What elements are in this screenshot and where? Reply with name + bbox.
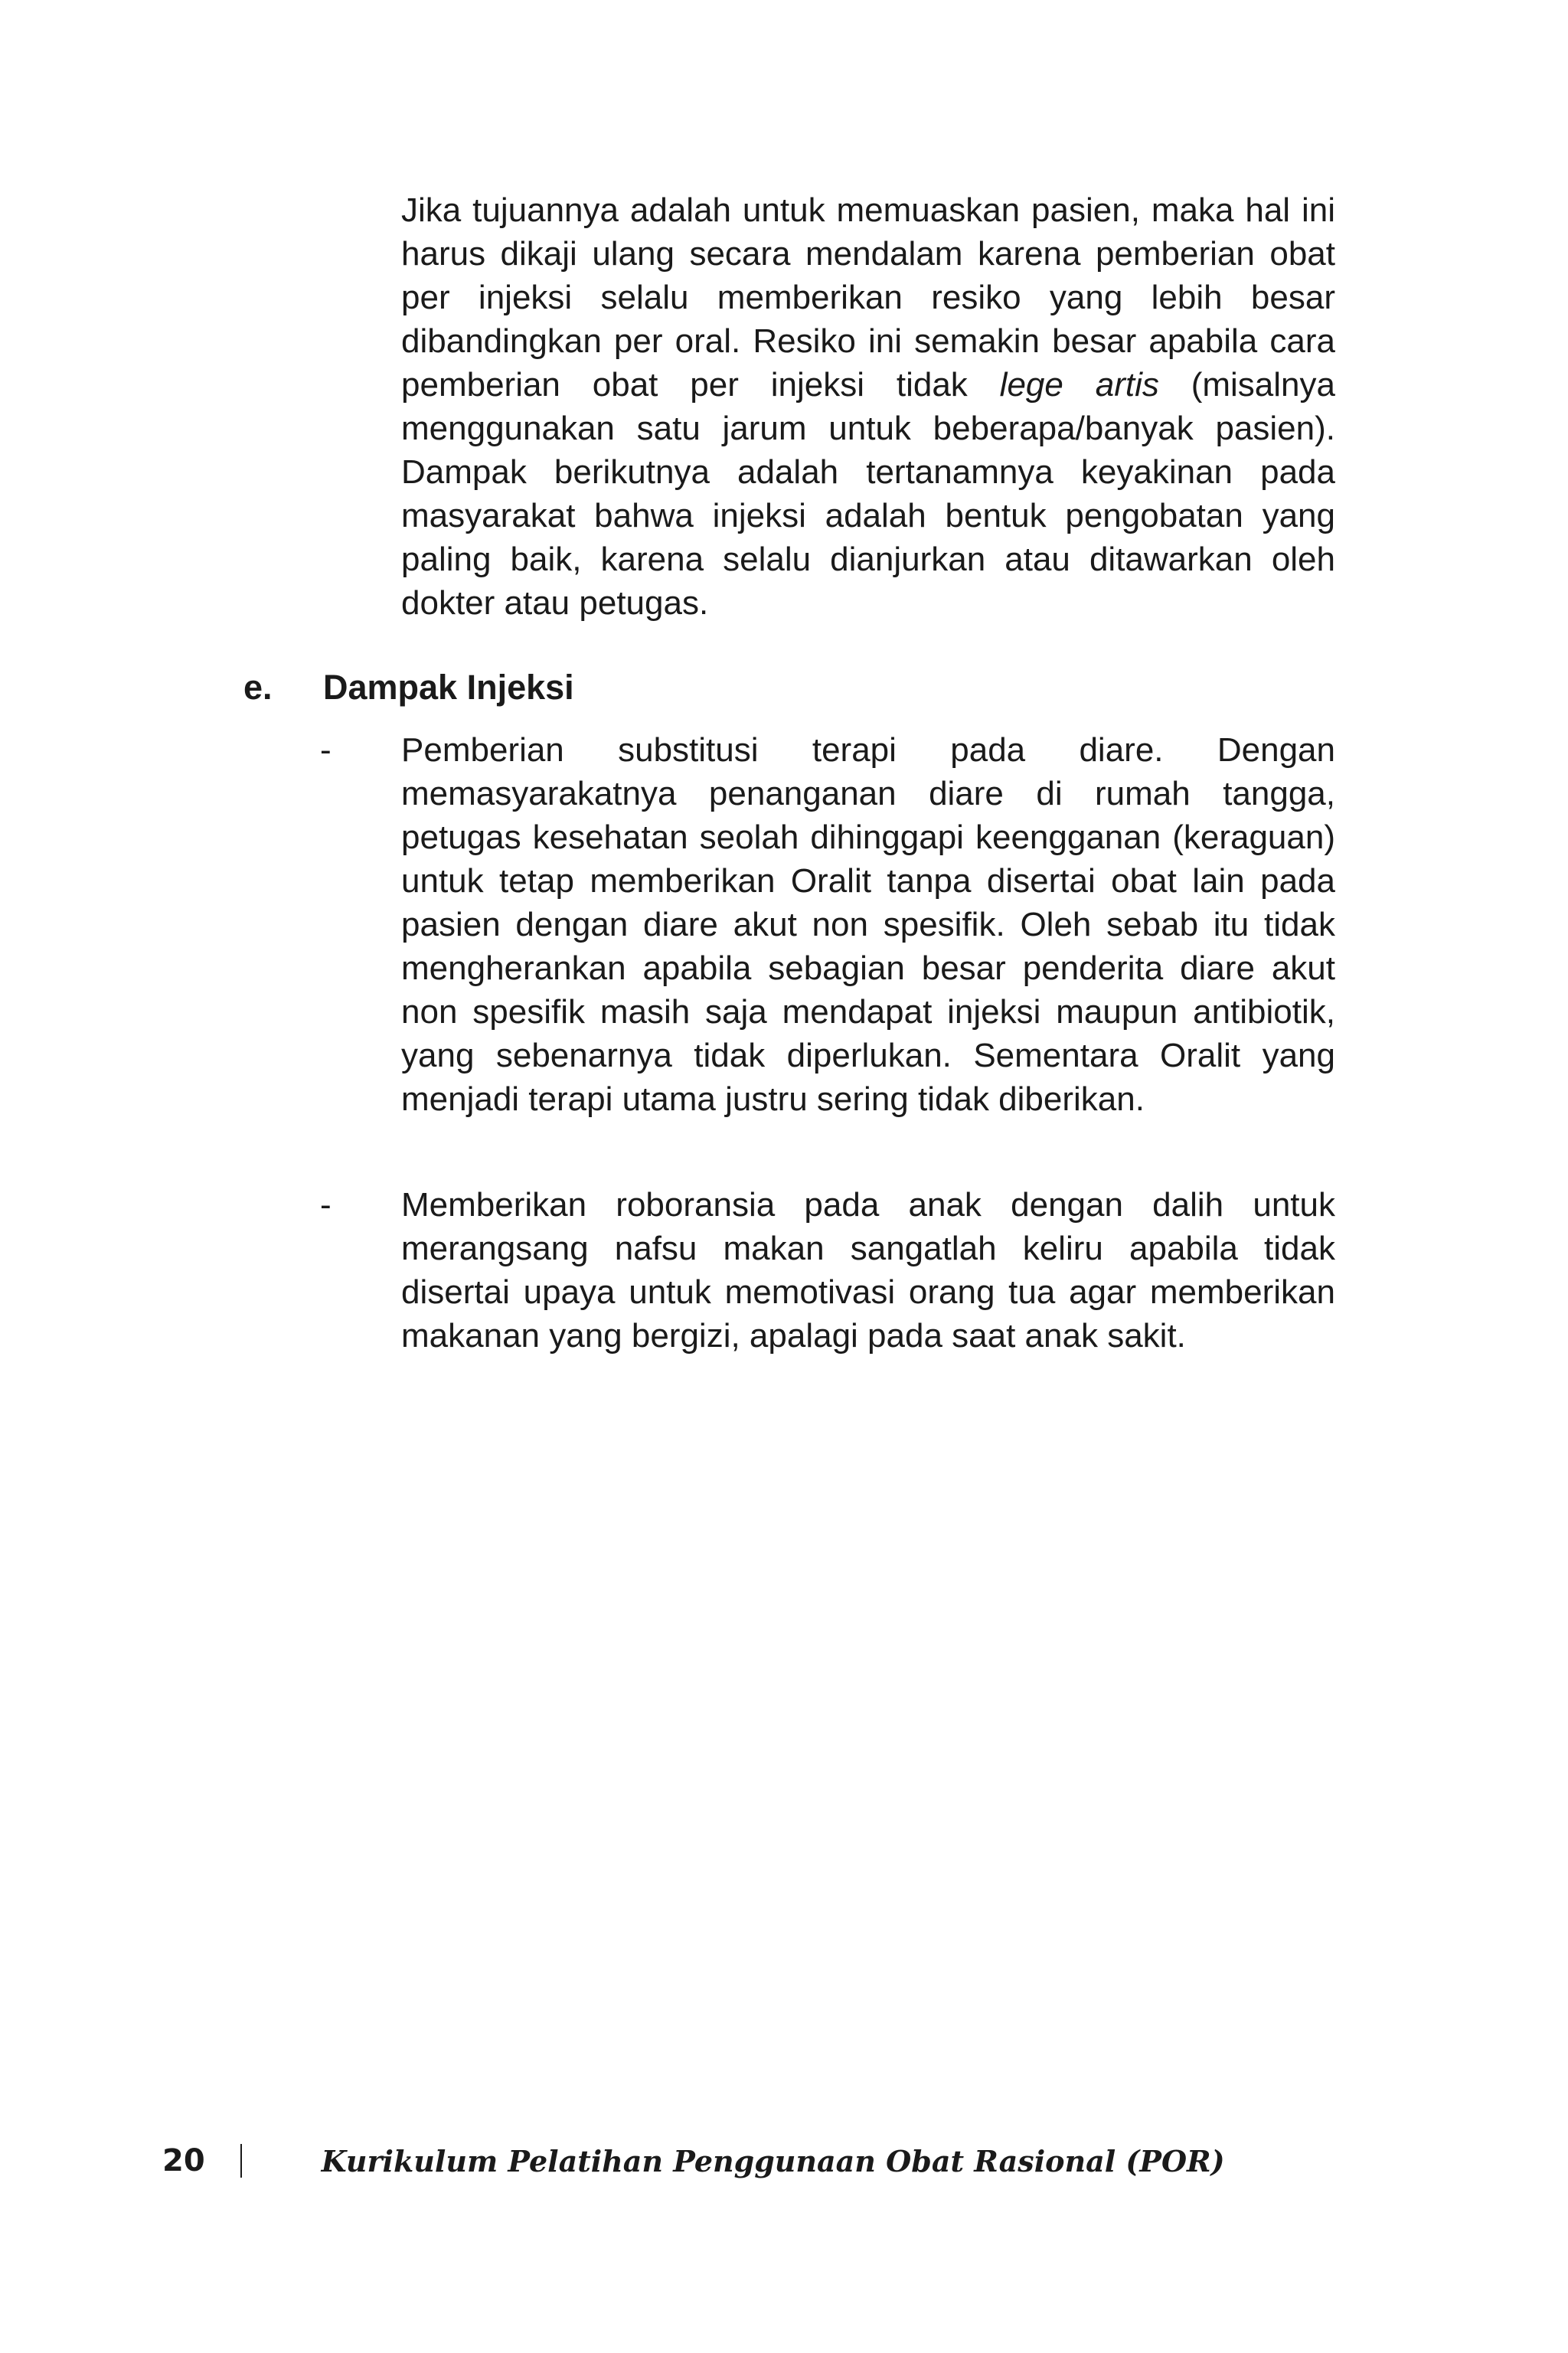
bullet-item-diare: Pemberian substitusi terapi pada diare. Dengan memasyarakatnya penanganan diare di rumah tangga, petugas kesehatan seolah dihinggapi keengganan (keraguan) untuk tetap memberikan Oralit tanpa disertai obat lain pada pasien dengan diare akut non spesifik. Oleh sebab itu tidak mengherankan apabila sebagian besar penderita diare akut non spesifik masih saja mendapat injeksi maupun antibiotik, yang sebenarnya tidak diperlukan. Sementara Oralit yang menjadi terapi utama justru sering tidak diberikan.: [401, 731, 1335, 1118]
footer-divider: [240, 2144, 242, 2178]
running-title: Kurikulum Pelatihan Penggunaan Obat Rasional (POR): [321, 2143, 1225, 2178]
bullet-marker: -: [320, 1186, 332, 1224]
intro-text-part1: Jika tujuannya adalah untuk memuaskan pasien, maka hal ini harus dikaji ulang secara mendalam karena pemberian obat per injeksi selalu memberikan resiko yang lebih besar dibandingkan per oral. Resiko ini semakin besar apabila cara pemberian obat per injeksi tidak: [401, 191, 1335, 404]
intro-italic-term: lege artis: [999, 366, 1159, 404]
bullet-item-roboransia: Memberikan roboransia pada anak dengan dalih untuk merangsang nafsu makan sangatlah keliru apabila tidak disertai upaya untuk memotivasi orang tua agar memberikan makanan yang bergizi, apalagi pada saat anak sakit.: [401, 1186, 1335, 1355]
section-title: Dampak Injeksi: [323, 668, 574, 707]
intro-paragraph: [401, 188, 1335, 625]
section-heading: [243, 665, 574, 709]
page-footer: [162, 2138, 1225, 2184]
page-number: 20: [162, 2143, 205, 2178]
bullet-marker: -: [320, 731, 332, 769]
section-letter: e.: [243, 668, 273, 707]
intro-text-part2: (misalnya menggunakan satu jarum untuk beberapa/banyak pasien). Dampak berikutnya adalah tertanamnya keyakinan pada masyarakat bahwa injeksi adalah bentuk pengobatan yang paling baik, karena selalu dianjurkan atau ditawarkan oleh dokter atau petugas.: [401, 366, 1335, 622]
